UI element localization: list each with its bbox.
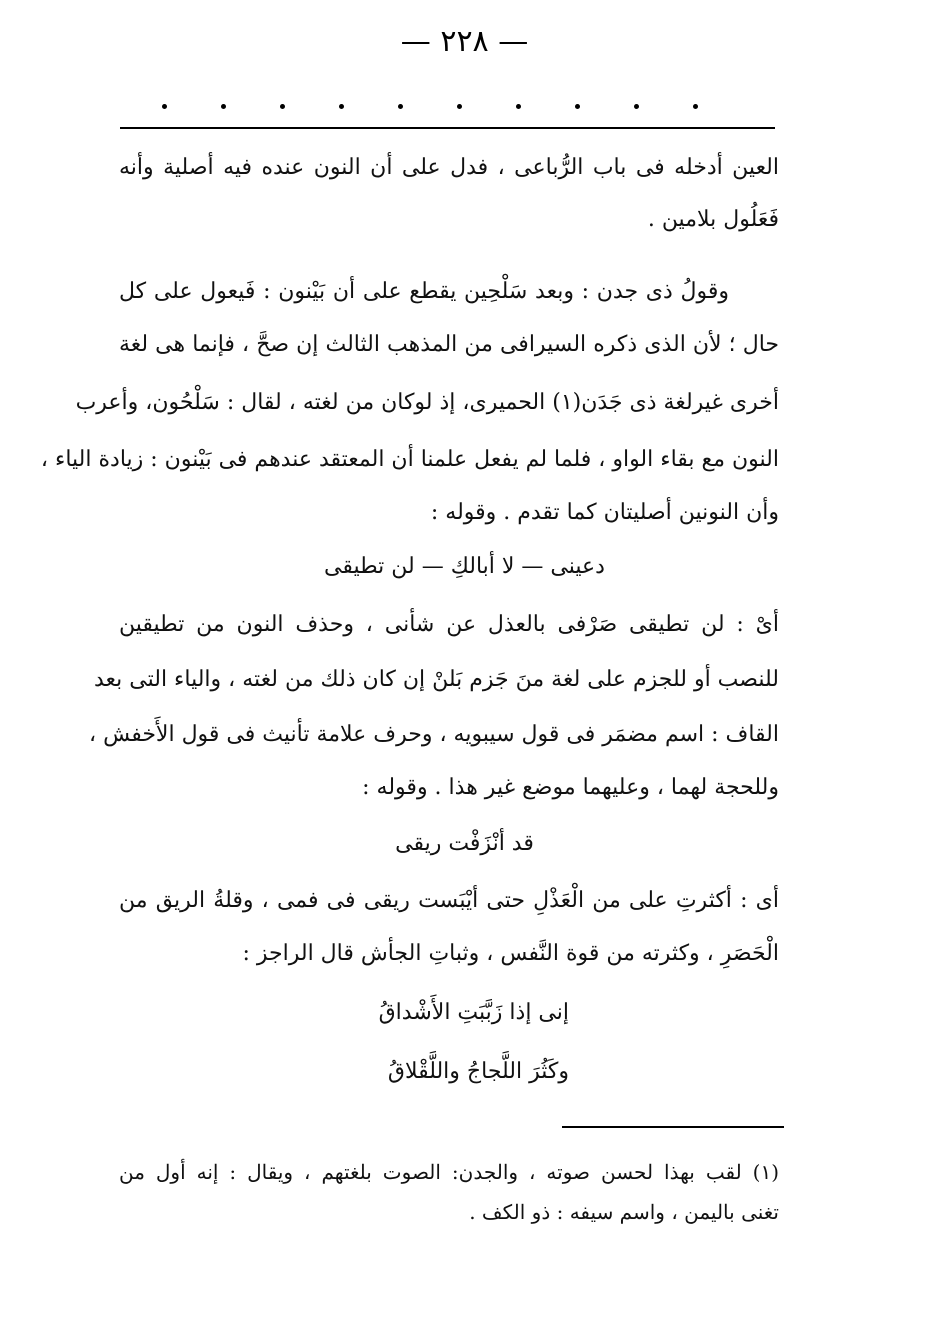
body-line: أىْ : لن تطيقى صَرْفى بالعذل عن شأنى ، وحذف النون من تطيقين — [119, 612, 779, 637]
body-line: العين أدخله فى باب الرُّباعى ، فدل على أن النون عنده فيه أصلية وأنه — [119, 155, 779, 180]
dot — [221, 104, 226, 109]
verse-line: وكَثُرَ اللَّجاجُ واللَّقْلاقُ — [387, 1059, 569, 1084]
body-line: حال ؛ لأن الذى ذكره السيرافى من المذهب الثالث إن صحَّ ، فإنما هى لغة — [119, 332, 779, 357]
verse-line: قد أنْزَفْت ريقى — [395, 831, 534, 856]
dot — [457, 104, 462, 109]
dot — [575, 104, 580, 109]
dot — [339, 104, 344, 109]
header-rule — [120, 127, 775, 129]
page-number: — ٢٢٨ — — [400, 24, 529, 59]
body-line: النون مع بقاء الواو ، فلما لم يفعل علمنا أن المعتقد عندهم فى بَيْنون : زيادة الياء ، — [40, 447, 779, 472]
body-line: الْحَصَرِ ، وكثرته من قوة النَّفس ، وثباتِ الجأش قال الراجز : — [242, 941, 779, 966]
dot — [398, 104, 403, 109]
verse-line: دعينى — لا أبالكِ — لن تطيقى — [324, 554, 605, 579]
footnote-line: (١) لقب بهذا لحسن صوته ، والجدن: الصوت بلغتهم ، ويقال : إنه أول من — [119, 1160, 779, 1184]
dot — [516, 104, 521, 109]
body-line: أى : أكثرتِ على من الْعَذْلِ حتى أيْبَست ريقى فى فمى ، وقلةُ الريق من — [119, 888, 779, 913]
dot — [634, 104, 639, 109]
dot — [280, 104, 285, 109]
body-line: القاف : اسم مضمَر فى قول سيبويه ، وحرف علامة تأنيث فى قول الأَخفش ، — [89, 722, 779, 747]
body-line: وقولُ ذى جدن : وبعد سَلْحِين يقطع على أن بَيْنون : فَيعول على كل — [119, 279, 729, 304]
body-line: أخرى غيرلغة ذى جَدَن(١) الحميرى، إذ لوكان من لغته ، لقال : سَلْحُون، وأعرب — [75, 390, 779, 415]
body-line: فَعَلُول بلامين . — [647, 207, 779, 232]
dot — [162, 104, 167, 109]
dot — [693, 104, 698, 109]
separator-dots — [162, 96, 698, 116]
body-line: للنصب أو للجزم على لغة منَ جَزم بَلنْ إن كان ذلك من لغته ، والياء التى بعد — [93, 667, 779, 692]
footnote-rule — [562, 1126, 784, 1128]
verse-line: إنى إذا زَبَّبَتِ الأَشْداقُ — [378, 1000, 569, 1025]
footnote-line: تغنى باليمن ، واسم سيفه : ذو الكف . — [469, 1200, 779, 1224]
body-line: وأن النونين أصليتان كما تقدم . وقوله : — [430, 500, 779, 525]
body-line: وللحجة لهما ، وعليهما موضع غير هذا . وقوله : — [362, 775, 779, 800]
